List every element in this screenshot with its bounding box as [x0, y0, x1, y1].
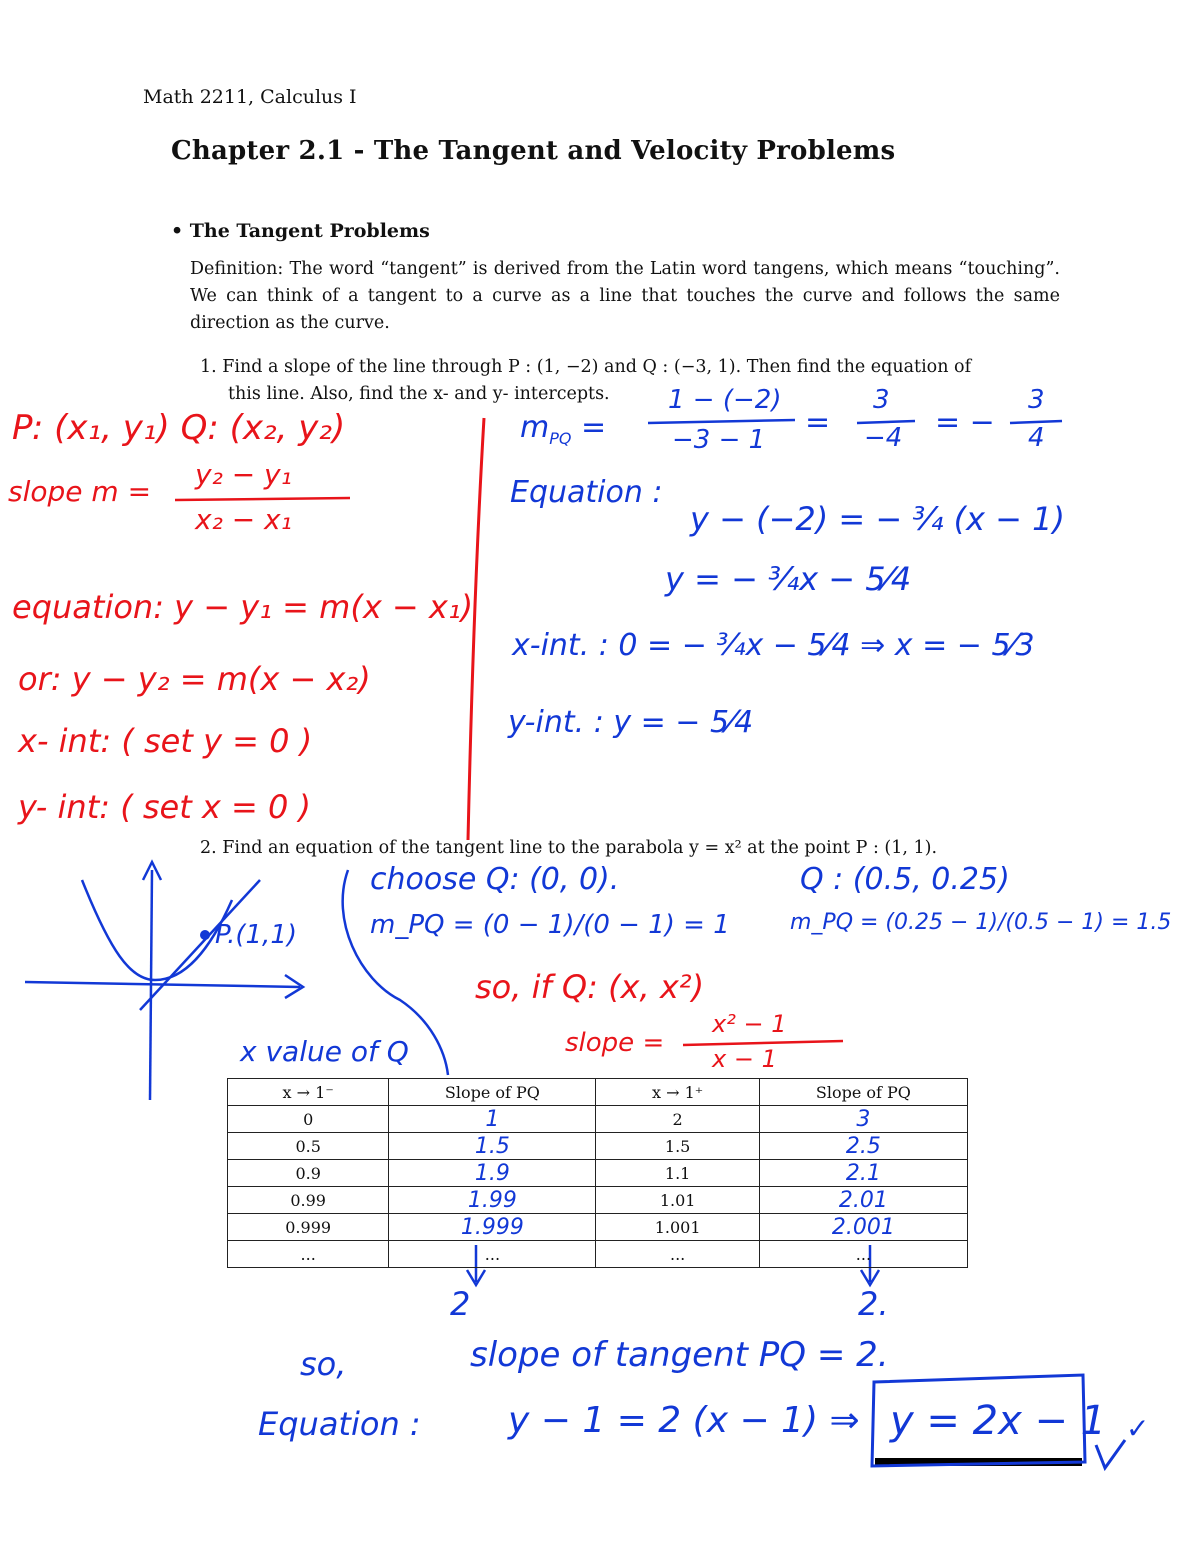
graph-parabola	[82, 880, 232, 980]
graph-point-label: P.(1,1)	[215, 920, 297, 950]
slope-table	[227, 1078, 968, 1268]
slope-right-cell: 2.5	[759, 1133, 967, 1160]
left-limit-value: 2	[450, 1285, 471, 1323]
blue-q-half: Q : (0.5, 0.25)	[800, 862, 1010, 897]
blue-so: so,	[300, 1345, 347, 1383]
header-slope-right: Slope of PQ	[759, 1079, 967, 1106]
x-right-cell: 1.001	[596, 1214, 759, 1241]
header-slope-left: Slope of PQ	[389, 1079, 596, 1106]
blue-f2-num: 3	[1028, 385, 1045, 415]
slope-right-cell: ...	[759, 1241, 967, 1268]
check-mark	[1096, 1440, 1125, 1468]
check-mark-glyph: ✓	[1126, 1412, 1150, 1445]
x-right-cell: 2	[596, 1106, 759, 1133]
blue-equals-minus: = −	[935, 405, 995, 440]
red-general-q: so, if Q: (x, x²)	[475, 968, 705, 1006]
x-right-cell: 1.1	[596, 1160, 759, 1187]
blue-mpq-half: m_PQ = (0.25 − 1)/(0.5 − 1) = 1.5	[790, 910, 1172, 935]
blue-eq-line2: y = − ¾x − 5⁄4	[665, 560, 912, 598]
x-left-cell: 0.5	[228, 1133, 389, 1160]
x-left-cell: 0.99	[228, 1187, 389, 1214]
answer-box-lines	[873, 1465, 1083, 1553]
table-row	[228, 1187, 968, 1214]
x-left-cell: ...	[228, 1241, 389, 1268]
red-slope-denominator: x₂ − x₁	[195, 503, 292, 536]
red-points-note: P: (x₁, y₁) Q: (x₂, y₂)	[12, 408, 346, 448]
slope-left-cell: ...	[389, 1241, 596, 1268]
blue-mpq-numerator: 1 − (−2)	[668, 385, 782, 415]
table-row	[228, 1160, 968, 1187]
final-answer: y = 2x − 1	[890, 1398, 1107, 1444]
x-left-cell: 0.9	[228, 1160, 389, 1187]
red-point-slope-equation: equation: y − y₁ = m(x − x₁)	[12, 588, 474, 626]
table-header-row	[228, 1079, 968, 1106]
slope-left-cell: 1.99	[389, 1187, 596, 1214]
blue-eq-line1: y − (−2) = − ¾ (x − 1)	[690, 500, 1065, 538]
blue-slope-of-tangent: slope of tangent PQ = 2.	[470, 1335, 889, 1375]
red-slope-fraction-bar	[175, 498, 350, 500]
slope-left-cell: 1.9	[389, 1160, 596, 1187]
blue-choose-q: choose Q: (0, 0).	[370, 862, 620, 897]
red-slope-numerator: y₂ − y₁	[195, 458, 292, 491]
blue-mpq-label: $m_{PQ}$ =	[520, 410, 607, 448]
graph-y-axis	[150, 870, 152, 1100]
blue-f1-num: 3	[873, 385, 890, 415]
red-slope2-label: slope =	[565, 1028, 665, 1058]
table-row	[228, 1106, 968, 1133]
blue-equals-1: =	[805, 405, 831, 440]
red-y-intercept-rule: y- int: ( set x = 0 )	[18, 788, 312, 826]
blue-f2-den: 4	[1028, 423, 1045, 453]
blue-final-equation: y − 1 = 2 (x − 1) ⇒	[508, 1400, 860, 1441]
red-divider-line	[468, 418, 484, 840]
slope-right-cell: 3	[759, 1106, 967, 1133]
blue-y-intercept: y-int. : y = − 5⁄4	[508, 705, 754, 740]
slope-left-cell: 1	[389, 1106, 596, 1133]
red-slope2-denominator: x − 1	[712, 1045, 777, 1073]
mpq-m: m	[520, 410, 550, 445]
slope-right-cell: 2.001	[759, 1214, 967, 1241]
x-right-cell: ...	[596, 1241, 759, 1268]
header-x-right: x → 1⁺	[596, 1079, 759, 1106]
blue-x-value-label: x value of Q	[240, 1035, 409, 1068]
blue-x-intercept: x-int. : 0 = − ¾x − 5⁄4 ⇒ x = − 5⁄3	[512, 628, 1035, 663]
red-alt-equation: or: y − y₂ = m(x − x₂)	[18, 660, 371, 698]
red-slope-label: slope m =	[8, 475, 152, 508]
x-left-cell: 0.999	[228, 1214, 389, 1241]
slope-right-cell: 2.01	[759, 1187, 967, 1214]
boxed-final	[872, 1463, 1085, 1553]
table-row	[228, 1133, 968, 1160]
blue-f1-den: −4	[864, 423, 903, 453]
definition-text: Definition: The word “tangent” is derived from the Latin word tangens, which means “touching”. We can think of a tangent to a curve as a line that touches the curve and follows the same direction as the curve.	[190, 259, 1060, 333]
section-heading: • The Tangent Problems	[171, 220, 430, 242]
x-right-cell: 1.01	[596, 1187, 759, 1214]
red-x-intercept-rule: x- int: ( set y = 0 )	[18, 722, 313, 760]
slope-left-cell: 1.5	[389, 1133, 596, 1160]
course-header: Math 2211, Calculus I	[143, 86, 357, 108]
red-slope2-numerator: x² − 1	[712, 1010, 787, 1038]
header-x-left: x → 1⁻	[228, 1079, 389, 1106]
right-limit-value: 2.	[858, 1285, 889, 1323]
problem-1-line-1: 1. Find a slope of the line through P : (1, −2) and Q : (−3, 1). Then find the equation of	[200, 357, 972, 377]
table-row	[228, 1241, 968, 1268]
x-left-cell: 0	[228, 1106, 389, 1133]
graph-point-p	[200, 930, 210, 940]
blue-mpq-zero: m_PQ = (0 − 1)/(0 − 1) = 1	[370, 910, 730, 940]
blue-mpq-fraction-bar	[648, 420, 795, 423]
table-row	[228, 1214, 968, 1241]
page-title: Chapter 2.1 - The Tangent and Velocity Problems	[171, 136, 896, 166]
mpq-sub: PQ	[549, 429, 572, 448]
slope-right-cell: 2.1	[759, 1160, 967, 1187]
slope-left-cell: 1.999	[389, 1214, 596, 1241]
answer-box-outline	[870, 1462, 1085, 1553]
problem-2: 2. Find an equation of the tangent line to the parabola y = x² at the point P : (1, 1).	[200, 838, 938, 858]
x-right-cell: 1.5	[596, 1133, 759, 1160]
blue-final-equation-label: Equation :	[258, 1405, 421, 1443]
blue-mpq-denominator: −3 − 1	[672, 425, 766, 455]
problem-1-line-2: this line. Also, find the x- and y- intercepts.	[228, 384, 610, 404]
blue-equation-label: Equation :	[510, 475, 663, 510]
